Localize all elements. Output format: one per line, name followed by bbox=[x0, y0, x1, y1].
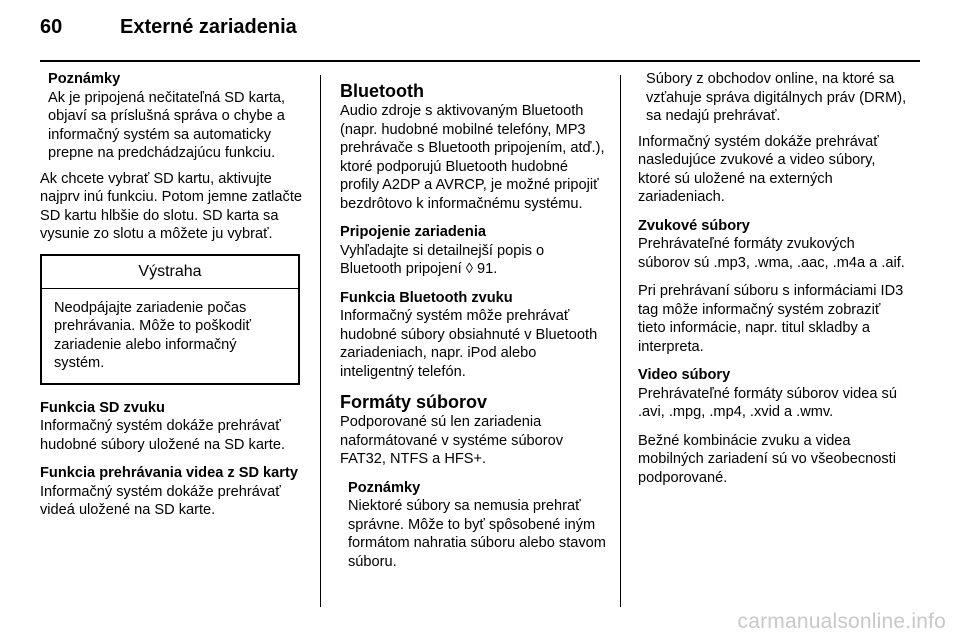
note-box bbox=[340, 479, 606, 572]
paragraph: Bežné kombinácie zvuku a videa mobilných zariadení sú vo všeobecnosti podporované. bbox=[638, 432, 896, 486]
column-2 bbox=[340, 78, 606, 578]
note-text: Súbory z obchodov online, na ktoré sa vzťahuje správa digitálnych práv (DRM), sa nedajú prehrávať. bbox=[646, 71, 907, 124]
column-divider bbox=[320, 75, 321, 607]
section-heading: Zvukové súbory bbox=[638, 217, 750, 234]
paragraph: Informačný systém dokáže prehrávať nasledujúce zvukové a video súbory, ktoré sú uložené na externých zariadeniach. bbox=[638, 133, 879, 205]
section-heading: Funkcia prehrávania videa z SD karty bbox=[40, 465, 298, 481]
note-title: Poznámky bbox=[48, 71, 121, 87]
note-box bbox=[40, 70, 306, 163]
note-title: Poznámky bbox=[348, 479, 421, 496]
column-3 bbox=[638, 70, 910, 497]
column-divider bbox=[620, 75, 621, 607]
paragraph: Audio zdroje s aktivovaným Bluetooth (napr. hudobné mobilné telefóny, MP3 prehrávače s Bluetooth pripojením, atď.), ktoré podporujú Bluetooth hudobné profily A2DP a AVRCP, je možné pripojiť bezdrôtovo k informačnému systému. bbox=[340, 103, 605, 212]
column-1 bbox=[40, 70, 306, 530]
paragraph: Vyhľadajte si detailnejší popis o Bluetooth pripojení ◊ 91. bbox=[340, 242, 545, 277]
page-number: 60 bbox=[40, 16, 63, 38]
paragraph: Podporované sú len zariadenia naformátované v systéme súborov FAT32, NTFS a HFS+. bbox=[340, 414, 564, 467]
chapter-title: Externé zariadenia bbox=[120, 16, 297, 38]
paragraph: Informačný systém môže prehrávať hudobné súbory obsiahnuté v Bluetooth zariadeniach, napr. iPod alebo inteligentný telefón. bbox=[340, 308, 598, 380]
warning-title: Výstraha bbox=[42, 256, 298, 289]
paragraph: Pri prehrávaní súboru s informáciami ID3 tag môže informačný systém zobraziť tieto informácie, napr. titul skladby a interpreta. bbox=[638, 283, 904, 355]
paragraph: Prehrávateľné formáty súborov videa sú .avi, .mpg, .mp4, .xvid a .wmv. bbox=[638, 385, 897, 420]
note-box bbox=[638, 70, 910, 126]
note-text: Ak je pripojená nečitateľná SD karta, objaví sa príslušná správa o chybe a informačný systém sa automaticky prepne na predchádzajúcu funkciu. bbox=[48, 89, 286, 161]
section-heading: Funkcia SD zvuku bbox=[40, 399, 165, 416]
paragraph: Ak chcete vybrať SD kartu, aktivujte najprv inú funkciu. Potom jemne zatlačte SD kartu hlbšie do slotu. SD karta sa vysunie zo slotu a môžete ju vybrať. bbox=[40, 170, 303, 242]
section-heading: Video súbory bbox=[638, 367, 731, 383]
warning-text: Neodpájajte zariadenie počas prehrávania. Môže to poškodiť zariadenie alebo informačný systém. bbox=[54, 299, 251, 371]
watermark: carmanualsonline.info bbox=[737, 610, 946, 633]
header-rule bbox=[40, 60, 920, 62]
paragraph: Informačný systém dokáže prehrávať hudobné súbory uložené na SD karte. bbox=[40, 418, 286, 453]
note-text: Niektoré súbory sa nemusia prehrať správne. Môže to byť spôsobené iným formátom nahratia súboru alebo stavom súboru. bbox=[348, 498, 606, 570]
section-heading: Bluetooth bbox=[340, 81, 424, 101]
paragraph: Informačný systém dokáže prehrávať videá uložené na SD karte. bbox=[40, 483, 281, 518]
section-heading: Funkcia Bluetooth zvuku bbox=[340, 289, 513, 306]
section-heading: Pripojenie zariadenia bbox=[340, 224, 486, 240]
warning-box bbox=[40, 254, 300, 385]
paragraph: Prehrávateľné formáty zvukových súborov sú .mp3, .wma, .aac, .m4a a .aif. bbox=[638, 236, 905, 271]
section-heading: Formáty súborov bbox=[340, 392, 488, 412]
